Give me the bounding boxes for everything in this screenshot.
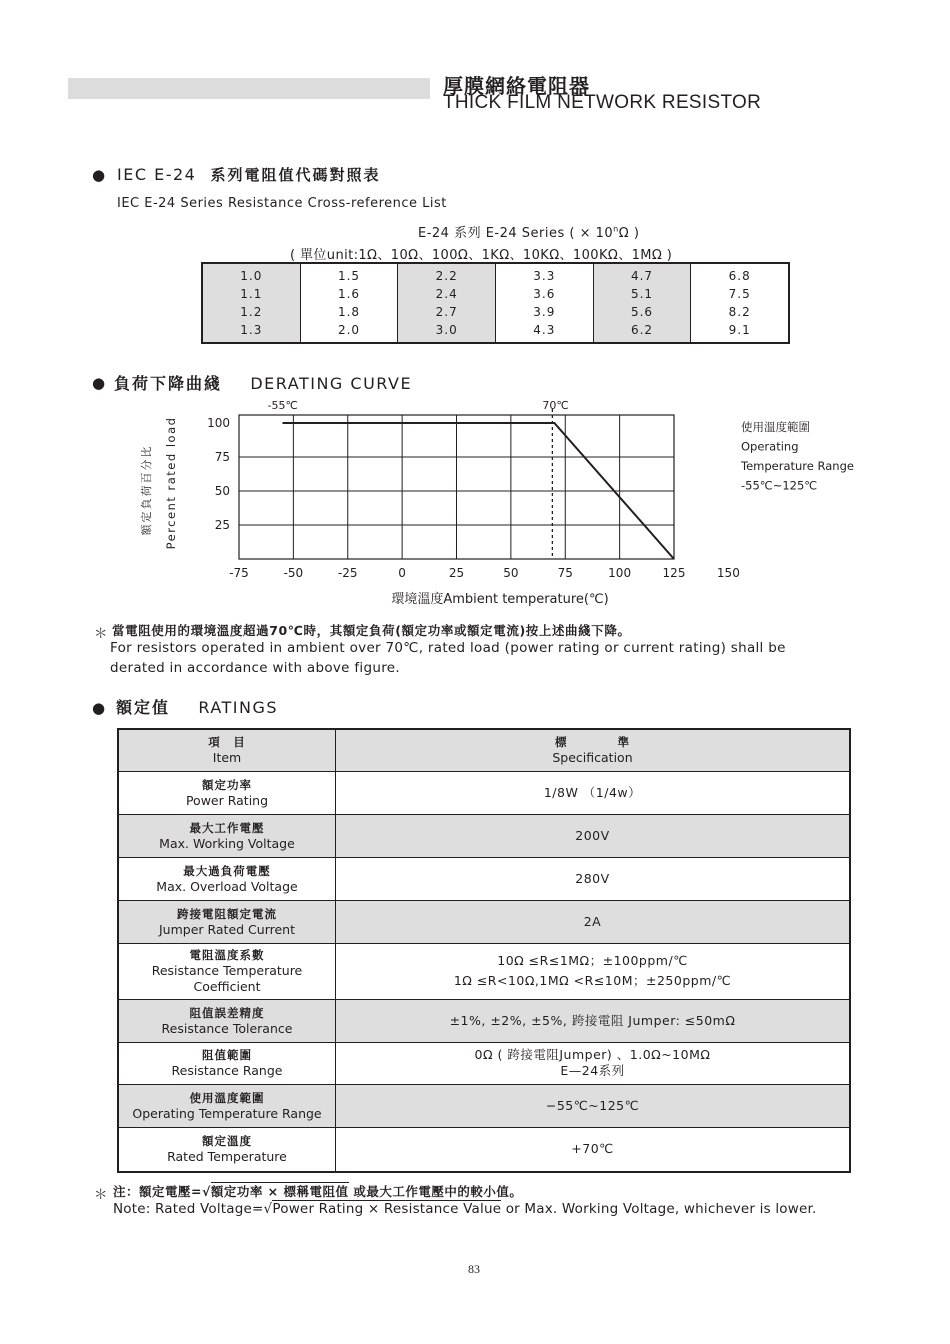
spec-value: E—24系列 (560, 1063, 625, 1078)
y-tick-label: 25 (214, 518, 230, 532)
e24-value: 3.9 (533, 305, 556, 319)
note-en-part-b: or Max. Working Voltage, whichever is lower. (501, 1201, 817, 1217)
e24-value: 7.5 (728, 287, 751, 301)
spec-cell (336, 943, 851, 999)
ratings-row (118, 943, 850, 999)
derating-note-en-1: For resistors operated in ambient over 70℃, rated load (power rating or current rating) shall be (110, 640, 786, 656)
x-tick-label: -75 (229, 566, 249, 580)
e24-table (201, 262, 790, 344)
series-text: E-24 系列 E-24 Series ( × 10 (418, 226, 614, 241)
ratings-row (118, 1084, 850, 1127)
item-en: Resistance Tolerance (161, 1020, 293, 1036)
e24-value: 2.7 (435, 305, 458, 319)
e24-unit-line: ( 單位unit:1Ω、10Ω、100Ω、1KΩ、10KΩ、100KΩ、1MΩ ) (290, 248, 673, 263)
item-cn: 額定溫度 (202, 1134, 252, 1149)
x-tick-label: 100 (608, 566, 632, 580)
page-number: 83 (468, 1262, 480, 1276)
spec-value: ±1%, ±2%, ±5%, 跨接電阻 Jumper: ≤50mΩ (449, 1012, 736, 1028)
spec-header-cell (336, 729, 851, 771)
spec-cell (336, 999, 851, 1042)
e24-value: 1.6 (337, 287, 361, 301)
spec-value: 0Ω ( 跨接電阻Jumper) 、1.0Ω~10MΩ (474, 1047, 711, 1062)
spec-cell (336, 1042, 851, 1084)
spec-header-cn: 標 準 (555, 735, 630, 750)
item-cell (118, 771, 336, 814)
e24-value: 2.2 (435, 269, 458, 283)
note-en-part-a: Note: Rated Voltage=√ (113, 1201, 273, 1217)
ratings-row (118, 771, 850, 814)
item-cell (118, 1084, 336, 1127)
note-cn-radicand: 額定功率 × 標稱電阻值 (210, 1184, 349, 1199)
spec-cell (336, 900, 851, 943)
e24-column (496, 264, 594, 342)
item-cn: 跨接電阻額定電流 (177, 906, 277, 921)
spec-header-en: Specification (552, 750, 633, 766)
e24-column (203, 264, 301, 342)
e24-title-prefix: IEC E-24 (117, 165, 197, 184)
e24-value: 8.2 (728, 305, 751, 319)
e24-column (301, 264, 399, 342)
x-tick-label: 125 (662, 566, 686, 580)
header-title-cn: 厚膜網絡電阻器 (443, 74, 590, 98)
e24-column (398, 264, 496, 342)
e24-value: 1.0 (240, 269, 263, 283)
e24-value: 5.6 (630, 305, 654, 319)
x-axis-label: 環境溫度Ambient temperature(℃) (391, 592, 609, 607)
ratings-row (118, 1042, 850, 1084)
e24-title-cn: 系列電阻值代碼對照表 (210, 166, 381, 184)
item-cell (118, 1042, 336, 1084)
derating-title-cn: 負荷下降曲綫 (114, 374, 223, 393)
item-cell (118, 814, 336, 857)
ratings-table (117, 728, 851, 1173)
ratings-row (118, 1127, 850, 1172)
x-tick-label: 25 (448, 566, 465, 580)
derating-note-en-2: derated in accordance with above figure. (110, 660, 400, 676)
derating-chart (130, 395, 870, 610)
item-cell (118, 900, 336, 943)
e24-value: 1.3 (240, 323, 263, 337)
derating-note-asterisk: ＊ (94, 626, 108, 642)
ratings-row (118, 900, 850, 943)
spec-cell (336, 1127, 851, 1172)
e24-value: 4.7 (630, 269, 654, 283)
spec-value: 1Ω ≤R<10Ω,1MΩ <R≤10M；±250ppm/℃ (453, 973, 732, 988)
x-tick-label: 75 (557, 566, 573, 580)
e24-value: 3.6 (533, 287, 556, 301)
ratings-note-cn (113, 1182, 522, 1200)
item-en: Rated Temperature (167, 1149, 287, 1165)
e24-column (594, 264, 692, 342)
ratings-note-asterisk: ＊ (94, 1187, 108, 1203)
item-cell (118, 1127, 336, 1172)
e24-value: 3.3 (533, 269, 556, 283)
item-en: Max. Overload Voltage (156, 878, 298, 894)
spec-cell (336, 814, 851, 857)
bullet-icon: ● (92, 374, 106, 392)
e24-value: 6.2 (630, 323, 654, 337)
item-cell (118, 999, 336, 1042)
ratings-title-cn: 額定值 (116, 698, 171, 717)
series-exponent: n (613, 224, 619, 234)
e24-series-line (418, 222, 639, 241)
x-tick-label: -50 (283, 566, 304, 580)
e24-value: 3.0 (435, 323, 458, 337)
item-en: Max. Working Voltage (159, 835, 295, 851)
bullet-icon: ● (92, 166, 106, 184)
e24-column (691, 264, 788, 342)
y-tick-label: 100 (207, 416, 230, 430)
item-cn: 阻值誤差精度 (189, 1005, 265, 1020)
y-tick-label: 50 (214, 484, 230, 498)
ratings-title-en: RATINGS (198, 698, 279, 717)
y-tick-label: 75 (214, 450, 230, 464)
item-cn: 電阻溫度系數 (189, 948, 265, 962)
e24-value: 1.5 (337, 269, 361, 283)
note-cn-part-b: 或最大工作電壓中的較小值。 (348, 1184, 523, 1199)
y-axis-label-en: Percent rated load (164, 416, 178, 550)
derating-note-cn: 當電阻使用的環境溫度超過70℃時，其額定負荷(額定功率或額定電流)按上述曲綫下降。 (112, 623, 631, 638)
e24-value: 4.3 (533, 323, 556, 337)
derating-title-en: DERATING CURVE (250, 374, 413, 393)
e24-value: 1.1 (240, 287, 263, 301)
item-cn: 使用溫度範圍 (189, 1090, 265, 1105)
item-en: Resistance Temperature Coefficient (151, 963, 303, 994)
e24-subtitle: IEC E-24 Series Resistance Cross-reference List (117, 196, 447, 211)
item-cn: 最大工作電壓 (189, 820, 265, 835)
ratings-section-title (116, 695, 278, 718)
spec-cell (336, 857, 851, 900)
spec-value: −55℃~125℃ (545, 1097, 640, 1113)
e24-value: 5.1 (630, 287, 654, 301)
derating-section-title (114, 371, 412, 394)
ratings-row (118, 857, 850, 900)
x-tick-label: -25 (337, 566, 358, 580)
spec-value: 200V (575, 827, 610, 843)
legend-line: Operating (741, 439, 799, 454)
annotation-min-temp: -55℃ (267, 399, 298, 412)
e24-value: 2.4 (435, 287, 458, 301)
spec-value: 2A (583, 913, 602, 929)
e24-value: 2.0 (337, 323, 361, 337)
item-en: Resistance Range (171, 1063, 283, 1078)
header-bar (68, 78, 430, 99)
e24-section-title (117, 164, 381, 185)
ratings-row (118, 999, 850, 1042)
legend-line: 使用溫度範圍 (741, 420, 810, 434)
spec-cell (336, 1084, 851, 1127)
e24-value: 1.8 (337, 305, 361, 319)
item-cn: 最大過負荷電壓 (183, 863, 271, 878)
legend-line: Temperature Range (741, 459, 854, 473)
item-en: Power Rating (185, 792, 269, 808)
item-header-en: Item (212, 750, 242, 766)
item-header-cn: 項 目 (208, 735, 246, 750)
ratings-note-en (113, 1201, 816, 1217)
item-en: Jumper Rated Current (158, 921, 296, 937)
item-en: Operating Temperature Range (132, 1105, 322, 1121)
item-cell (118, 943, 336, 999)
bullet-icon: ● (92, 699, 106, 717)
legend-line: -55℃~125℃ (741, 478, 818, 493)
item-cn: 阻值範圍 (202, 1048, 252, 1062)
series-text-end: Ω ) (618, 226, 640, 241)
e24-value: 1.2 (240, 305, 263, 319)
spec-value: +70℃ (571, 1141, 614, 1157)
ratings-row (118, 814, 850, 857)
y-axis-label-cn: 額定負荷百分比 (140, 444, 153, 536)
annotation-rated-temp: 70℃ (542, 399, 569, 412)
note-cn-part-a: 注：額定電壓=√ (113, 1184, 211, 1199)
item-cn: 額定功率 (202, 777, 252, 792)
e24-value: 9.1 (728, 323, 751, 337)
x-tick-label: 0 (398, 566, 406, 580)
x-tick-label: 50 (503, 566, 519, 580)
e24-value: 6.8 (728, 269, 751, 283)
ratings-header-row (118, 729, 850, 771)
spec-value: 1/8W （1/4w） (543, 784, 642, 800)
item-header-cell (118, 729, 336, 771)
note-en-radicand: Power Rating × Resistance Value (272, 1201, 502, 1217)
item-cell (118, 857, 336, 900)
spec-value: 10Ω ≤R≤1MΩ；±100ppm/℃ (497, 953, 688, 968)
spec-value: 280V (575, 870, 610, 886)
header-title-en: THICK FILM NETWORK RESISTOR (443, 92, 762, 113)
spec-cell (336, 771, 851, 814)
x-tick-label: 150 (716, 566, 740, 580)
